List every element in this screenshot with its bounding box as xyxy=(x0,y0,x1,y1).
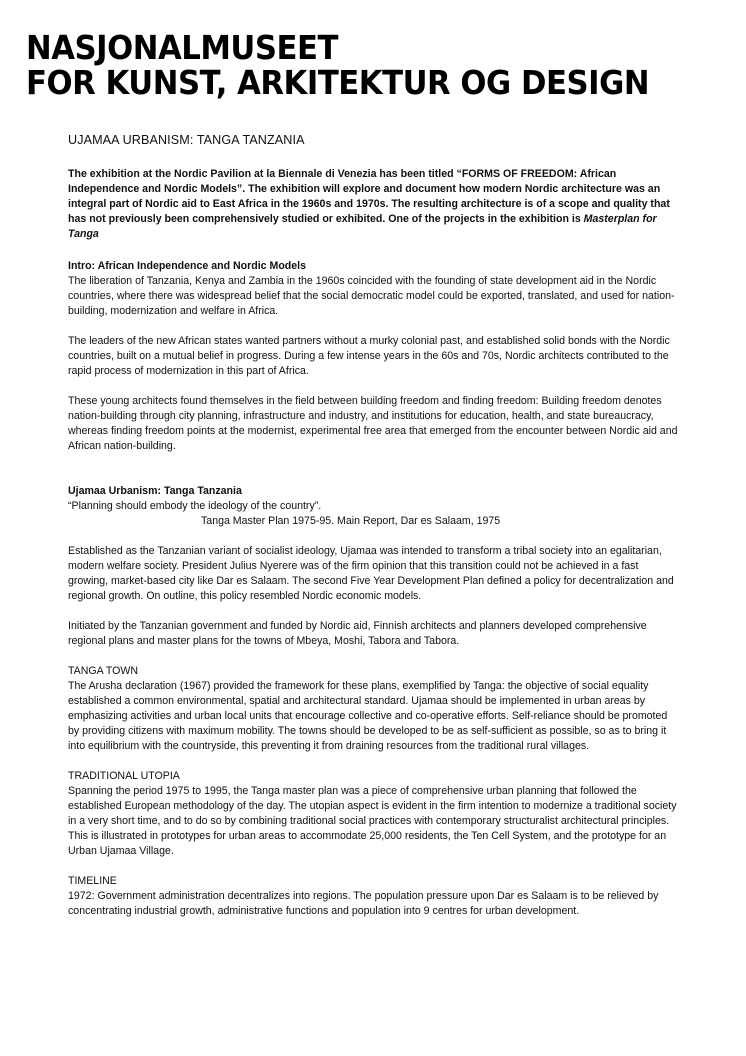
timeline-body: 1972: Government administration decentralizes into regions. The population pressure upon Dar es Salaam is to be relieved by concentrating industrial growth, administrative functions and population into 9 centres for urban development. xyxy=(68,890,659,917)
tanga-town-section xyxy=(68,664,680,754)
quote-source: Tanga Master Plan 1975-95. Main Report, Dar es Salaam, 1975 xyxy=(201,515,501,527)
logo-line-2: FOR KUNST, ARKITEKTUR OG DESIGN xyxy=(26,63,650,102)
lead-paragraph xyxy=(68,167,680,242)
traditional-utopia-section xyxy=(68,769,680,859)
timeline-section xyxy=(68,874,680,919)
document-body xyxy=(68,133,680,934)
ujamaa-paragraph-1: Established as the Tanzanian variant of socialist ideology, Ujamaa was intended to transform a tribal society into an egalitarian, modern welfare society. President Julius Nyerere was of the firm opinion that this transition could not be achieved in a fast growing, market-based city like Dar es Salaam. The second Five Year Development Plan defined a policy for decentralization and regional growth. On outline, this policy resembled Nordic economic models. xyxy=(68,545,674,602)
document-title: UJAMAA URBANISM: TANGA TANZANIA xyxy=(68,133,305,147)
timeline-heading: TIMELINE xyxy=(68,875,117,887)
traditional-utopia-body: Spanning the period 1975 to 1995, the Tanga master plan was a piece of comprehensive urban planning that followed the established European methodology of the day. The utopian aspect is evident in the firm intention to modernize a traditional society in a very short time, and to do so by combining traditional social practices with contemporary structuralist architectural principles. This is illustrated in prototypes for urban areas to accommodate 25,000 residents, the Ten Cell System, and the prototype for an Urban Ujamaa Village. xyxy=(68,785,677,857)
lead-text: The exhibition at the Nordic Pavilion at la Biennale di Venezia has been titled “FORMS OF FREEDOM: African Independence and Nordic Models”. The exhibition will explore and document how modern Nordic architecture was an integral part of Nordic aid to East Africa in the 1960s and 1970s. The resulting architecture is of a scope and quality that has not previously been comprehensively studied or exhibited. One of the projects in the exhibition is xyxy=(68,168,670,225)
ujamaa-section xyxy=(68,484,680,649)
section-spacer xyxy=(68,469,680,484)
quote-text: “Planning should embody the ideology of the country”. xyxy=(68,500,322,512)
intro-paragraph-3: These young architects found themselves in the field between building freedom and finding freedom: Building freedom denotes nation-building through city planning, infrastructure and industry, and institutions for education, health, and state bureaucracy, whereas finding freedom points at the modernist, experimental free area that emerged from the encounter between Nordic aid and African nation-building. xyxy=(68,395,678,452)
intro-paragraph-1: The liberation of Tanzania, Kenya and Zambia in the 1960s coincided with the founding of state development aid in the Nordic countries, where there was widespread belief that the social democratic model could be exported, translated, and used for nation-building, modernization and welfare in Africa. xyxy=(68,275,675,317)
tanga-town-heading: TANGA TOWN xyxy=(68,665,139,677)
lead-italic-text: Masterplan for Tanga xyxy=(68,213,657,240)
intro-heading: Intro: African Independence and Nordic Models xyxy=(68,260,306,272)
traditional-utopia-heading: TRADITIONAL UTOPIA xyxy=(68,770,180,782)
ujamaa-heading: Ujamaa Urbanism: Tanga Tanzania xyxy=(68,485,242,497)
intro-paragraph-2: The leaders of the new African states wanted partners without a murky colonial past, and established solid bonds with the Nordic countries, built on a mutual belief in progress. During a few intense years in the 60s and 70s, Nordic architects contributed to the rapid process of modernization in this part of Africa. xyxy=(68,335,670,377)
intro-section xyxy=(68,259,680,454)
tanga-town-body: The Arusha declaration (1967) provided the framework for these plans, exemplified by Tanga: the objective of social equality established a common environmental, spatial and architectural standard. Ujamaa should be implemented in urban areas by emphasizing activities and urban local units that encourage collective and co-operative efforts. Self-reliance should be promoted by providing citizens with maximum mobility. The towns should be developed to be as self-sufficient as possible, so as to bring it into equilibrium with the countryside, this preventing it from draining resources from the traditional rural villages. xyxy=(68,680,668,752)
logo-line-1: NASJONALMUSEET xyxy=(26,28,338,67)
ujamaa-paragraph-2: Initiated by the Tanzanian government and funded by Nordic aid, Finnish architects and planners developed comprehensive regional plans and master plans for the towns of Mbeya, Moshi, Tabora and Tabora. xyxy=(68,620,647,647)
museum-logo xyxy=(26,30,649,100)
